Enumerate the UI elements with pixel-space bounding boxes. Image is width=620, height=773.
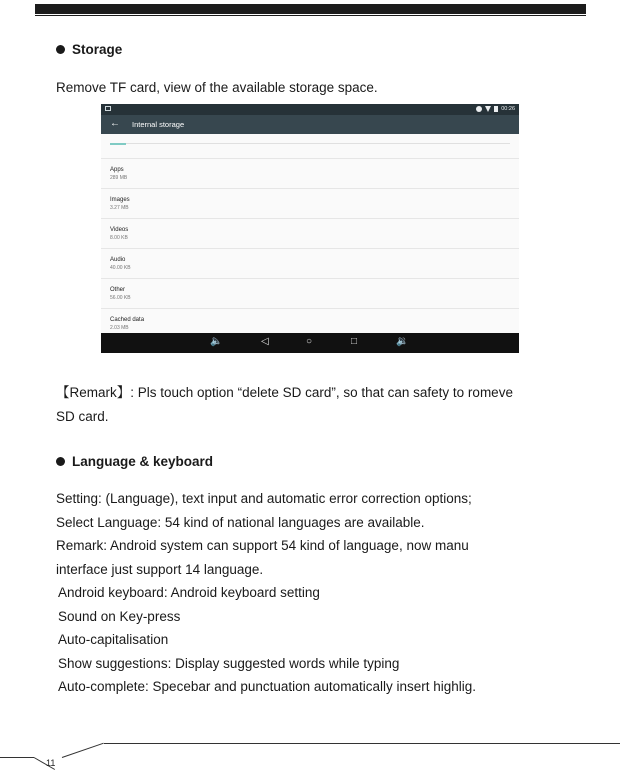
language-line: Remark: Android system can support 54 kind of language, now manu — [56, 538, 469, 553]
status-bar — [101, 104, 519, 115]
list-item-label: Other — [110, 287, 126, 293]
header-rule — [35, 15, 586, 16]
language-heading — [56, 454, 213, 469]
list-item-label: Apps — [110, 167, 124, 173]
list-item-value: 3.27 MB — [110, 205, 129, 211]
list-item-images[interactable] — [101, 188, 519, 218]
remark-line: SD card. — [56, 408, 109, 424]
recents-icon[interactable]: □ — [351, 336, 358, 347]
app-toolbar — [101, 115, 519, 134]
battery-icon — [494, 106, 498, 112]
language-line: Sound on Key-press — [58, 608, 181, 624]
language-paragraph — [56, 487, 476, 699]
list-item-value: 56.00 KB — [110, 295, 131, 301]
notification-icon — [105, 106, 111, 111]
list-item-label: Videos — [110, 227, 129, 233]
list-item-label: Images — [110, 197, 130, 203]
list-item-label: Cached data — [110, 317, 145, 323]
toolbar-title: Internal storage — [132, 120, 185, 129]
volume-up-icon[interactable]: 🔉 — [396, 336, 409, 347]
list-item-audio[interactable] — [101, 248, 519, 278]
language-line: Auto-complete: Specebar and punctuation automatically insert highlig. — [58, 679, 476, 694]
language-line: Setting: (Language), text input and automatic error correction options; — [56, 491, 472, 506]
remark-line: 【Remark】: Pls touch option “delete SD card”, so that can safety to romeve — [56, 385, 513, 400]
language-line: Select Language: 54 kind of national languages are available. — [56, 514, 425, 530]
list-item-videos[interactable] — [101, 218, 519, 248]
storage-progress-bar — [110, 143, 510, 144]
language-line: Android keyboard: Android keyboard setting — [58, 585, 320, 600]
storage-intro: Remove TF card, view of the available storage space. — [56, 80, 378, 95]
storage-screenshot — [101, 104, 519, 353]
page-number: 11 — [46, 758, 56, 768]
navigation-bar — [101, 333, 519, 353]
list-item-other[interactable] — [101, 278, 519, 308]
language-heading-text: Language & keyboard — [72, 454, 214, 469]
storage-heading-text: Storage — [72, 42, 123, 57]
bullet-icon — [56, 45, 65, 54]
back-arrow-icon[interactable]: ← — [110, 118, 120, 129]
footer-rule-rise — [62, 743, 104, 758]
storage-progress-fill — [110, 143, 126, 145]
home-icon[interactable]: ○ — [306, 336, 313, 347]
bullet-icon — [56, 457, 65, 466]
wifi-icon — [485, 106, 491, 112]
list-item-apps[interactable] — [101, 158, 519, 188]
language-line: Auto-capitalisation — [58, 632, 169, 647]
list-item-value: 2.03 MB — [110, 325, 129, 331]
footer-rule-right — [104, 743, 620, 744]
do-not-disturb-icon — [476, 106, 482, 112]
language-line: interface just support 14 language. — [56, 561, 264, 577]
header-bar — [35, 4, 586, 14]
remark-paragraph — [56, 381, 513, 428]
list-item-value: 289 MB — [110, 175, 128, 181]
list-item-label: Audio — [110, 257, 126, 263]
list-item-value: 40.00 KB — [110, 265, 131, 271]
storage-heading — [56, 42, 122, 57]
language-line: Show suggestions: Display suggested words while typing — [58, 655, 400, 671]
status-time: 00:26 — [501, 106, 515, 112]
footer-rule-left — [0, 757, 34, 758]
volume-down-icon[interactable]: 🔈 — [210, 336, 223, 347]
back-icon[interactable]: ◁ — [261, 336, 269, 347]
list-item-value: 8.00 KB — [110, 235, 128, 241]
